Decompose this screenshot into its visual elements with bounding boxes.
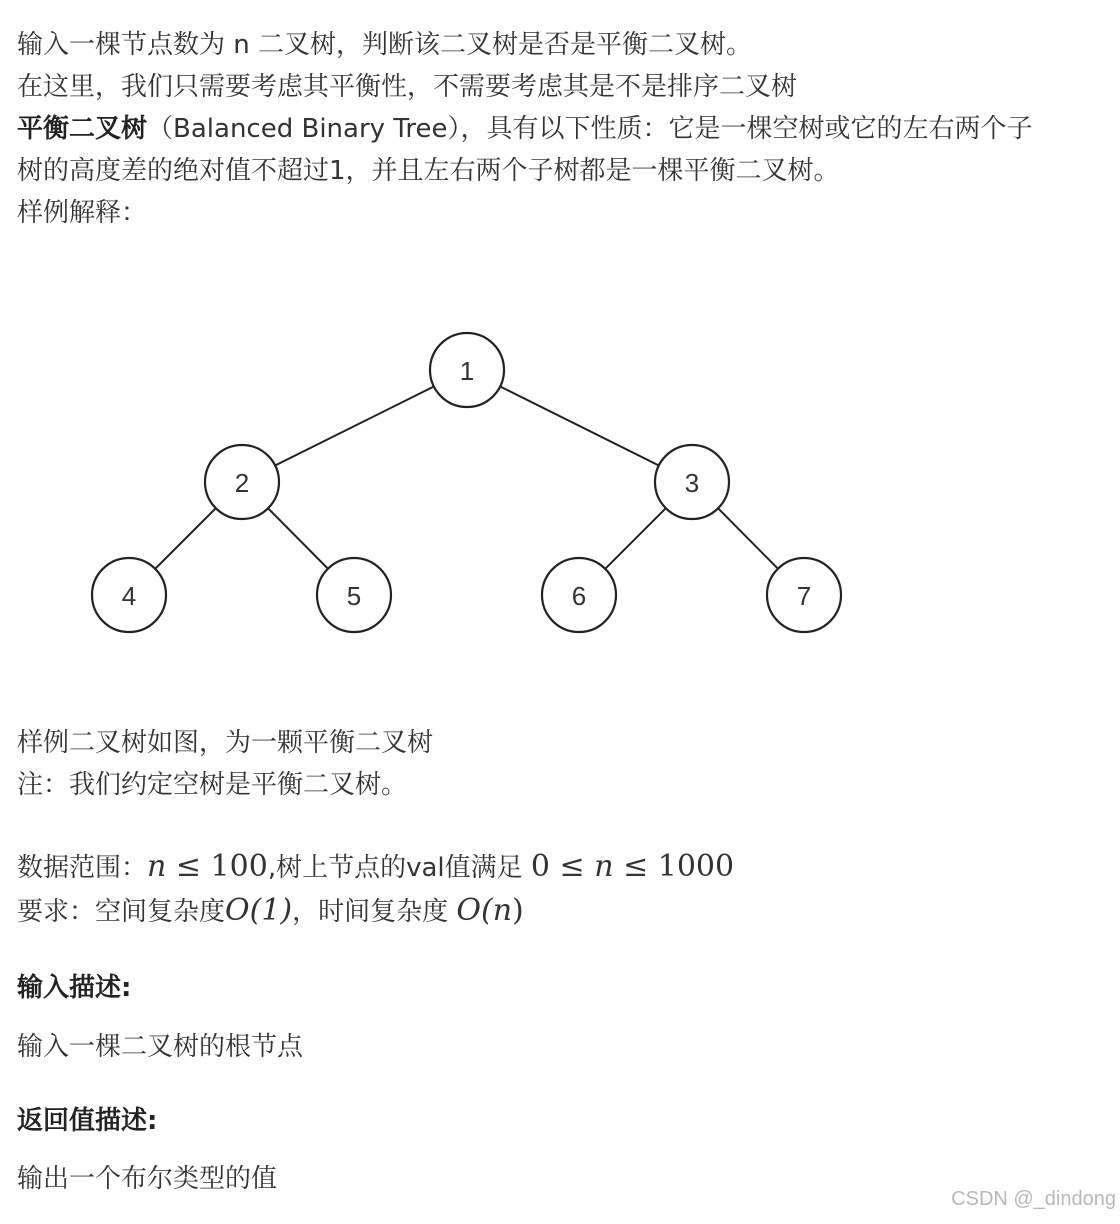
intro-line-1: 输入一棵节点数为 n 二叉树，判断该二叉树是否是平衡二叉树。 — [17, 30, 753, 60]
csdn-watermark: CSDN @_dindong — [951, 1188, 1116, 1210]
explain-line-2: 注：我们约定空树是平衡二叉树。 — [17, 770, 408, 800]
balanced-tree-term: 平衡二叉树 — [17, 114, 148, 144]
space-complexity-math — [225, 893, 292, 928]
node-1-label: 1 — [459, 356, 475, 386]
range-math-2-a: 0 ≤ — [530, 849, 595, 884]
requirement-mid-text: ，时间复杂度 — [292, 897, 457, 927]
node-6-label: 6 — [571, 581, 587, 611]
time-complexity-b: ) — [512, 893, 524, 928]
range-math-1-rest: ≤ 100 — [166, 849, 268, 884]
node-2-label: 2 — [234, 468, 250, 498]
time-complexity-math — [456, 893, 523, 928]
intro-line-2: 在这里，我们只需要考虑其平衡性，不需要考虑其是不是排序二叉树 — [17, 72, 798, 102]
node-7-label: 7 — [796, 581, 812, 611]
sample-explain-label: 样例解释： — [17, 198, 148, 228]
data-range-label: 数据范围： — [17, 853, 148, 883]
range-mid-text: ,树上节点的val值满足 — [267, 853, 531, 883]
requirement-line — [17, 890, 524, 933]
input-description-heading: 输入描述: — [17, 973, 132, 1003]
node-3-label: 3 — [684, 468, 700, 498]
return-description-text: 输出一个布尔类型的值 — [17, 1164, 278, 1194]
input-description-text: 输入一棵二叉树的根节点 — [17, 1032, 304, 1062]
intro-line-4: 树的高度差的绝对值不超过1，并且左右两个子树都是一棵平衡二叉树。 — [17, 156, 840, 186]
node-5-label: 5 — [346, 581, 362, 611]
return-description-heading: 返回值描述: — [17, 1106, 158, 1136]
time-complexity-a: O( — [456, 893, 493, 928]
time-complexity-var: n — [492, 893, 513, 928]
space-complexity-value: O(1) — [225, 893, 293, 928]
range-math-2-var: n — [594, 849, 614, 884]
range-math-1-var: n — [147, 849, 167, 884]
range-math-2-b: ≤ 1000 — [613, 849, 735, 884]
intro-line-3-rest: （Balanced Binary Tree），具有以下性质：它是一棵空树或它的左右两个子 — [147, 114, 1033, 144]
node-4-label: 4 — [121, 581, 137, 611]
range-math-2 — [531, 849, 734, 884]
requirement-label: 要求：空间复杂度 — [17, 897, 226, 927]
explain-line-1: 样例二叉树如图，为一颗平衡二叉树 — [17, 728, 434, 758]
range-math-1 — [147, 849, 268, 884]
data-range-line — [17, 846, 734, 889]
